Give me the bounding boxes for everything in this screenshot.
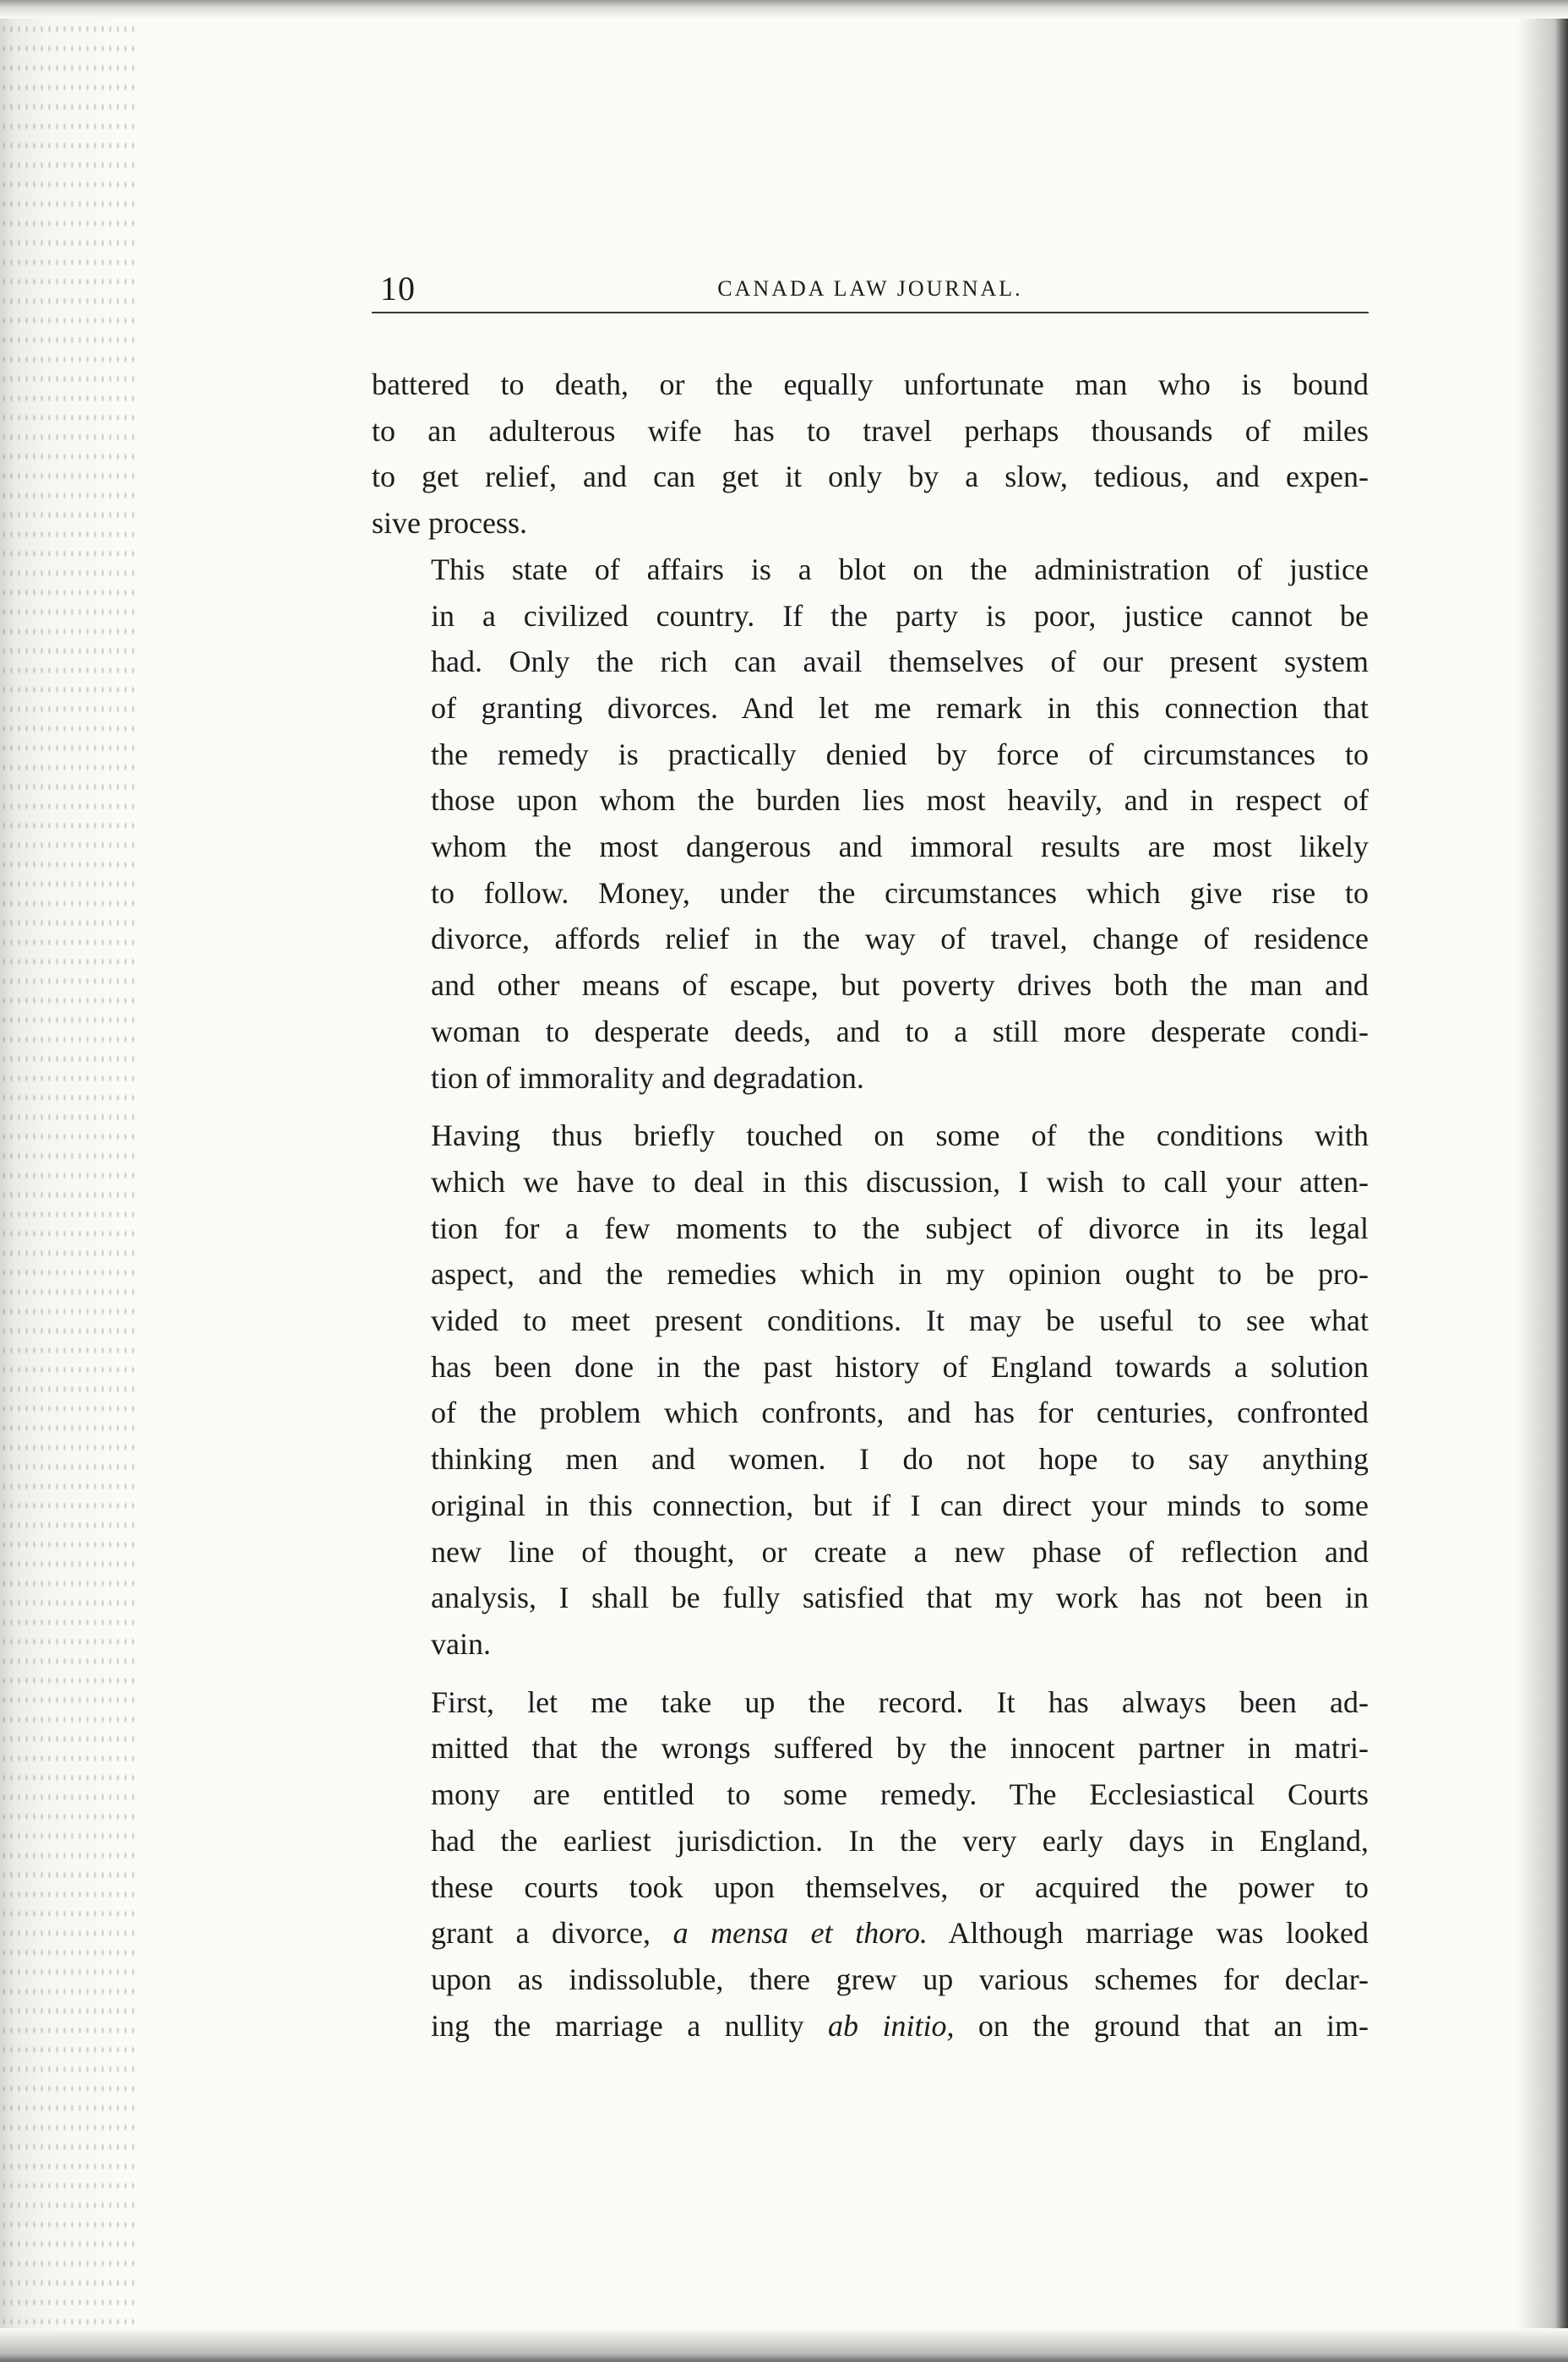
latin-phrase: a mensa et thoro. [672, 1916, 928, 1951]
text-line: Having thus briefly touched on some of the conditions with [431, 1118, 1369, 1153]
text-run: Although marriage was looked [927, 1916, 1369, 1951]
text-line: of granting divorces. And let me remark in this connection that [431, 690, 1369, 725]
text-line: whom the most dangerous and immoral results are most likely [431, 830, 1369, 864]
text-line [372, 1910, 1369, 1957]
text-line: these courts took upon themselves, or acquired the power to [431, 1869, 1369, 1904]
text-line: First, let me take up the record. It has always been ad- [431, 1684, 1369, 1719]
text-line [372, 2003, 1369, 2049]
page-top-edge [0, 0, 1568, 19]
text-run: on the ground that an im- [954, 2008, 1369, 2043]
text-line: new line of thought, or create a new phase of reflection and [431, 1534, 1369, 1569]
text-line: the remedy is practically denied by force of circumstances to [431, 737, 1369, 771]
text-line: This state of affairs is a blot on the administration of justice [431, 552, 1369, 586]
text-line: to an adulterous wife has to travel perhaps thousands of miles [372, 413, 1369, 448]
text-line: tion of immorality and degradation. [431, 1060, 864, 1095]
text-line: upon as indissoluble, there grew up various schemes for declar- [431, 1962, 1369, 1996]
text-run: ing the marriage a nullity [431, 2008, 829, 2043]
text-line: had the earliest jurisdiction. In the very early days in England, [431, 1823, 1369, 1858]
text-line: analysis, I shall be fully satisfied that my work has not been in [431, 1581, 1369, 1615]
paragraph-3 [372, 1113, 1369, 1667]
latin-phrase: ab initio, [828, 2008, 955, 2043]
text-line: woman to desperate deeds, and to a still more desperate condi- [431, 1014, 1369, 1048]
running-head [372, 264, 1369, 314]
text-line: thinking men and women. I do not hope to say anything [431, 1442, 1369, 1477]
text-line: sive process. [372, 506, 527, 541]
text-line: of the problem which confronts, and has for centuries, confronted [431, 1396, 1369, 1430]
text-run: grant a divorce, [431, 1916, 673, 1951]
text-line: tion for a few moments to the subject of divorce in its legal [431, 1211, 1369, 1245]
text-line: vided to meet present conditions. It may be useful to see what [431, 1303, 1369, 1338]
body-text [372, 362, 1369, 2049]
text-line: which we have to deal in this discussion, I wish to call your atten- [431, 1164, 1369, 1199]
scan-noise [0, 0, 135, 2362]
text-line: in a civilized country. If the party is poor, justice cannot be [431, 598, 1369, 633]
page-right-edge [1517, 0, 1568, 2362]
text-line: aspect, and the remedies which in my opinion ought to be pro- [431, 1257, 1369, 1292]
text-line: has been done in the past history of England towards a solution [431, 1349, 1369, 1384]
text-line: battered to death, or the equally unfortunate man who is bound [372, 367, 1369, 401]
text-line: those upon whom the burden lies most heavily, and in respect of [431, 783, 1369, 818]
page-bottom-edge [0, 2328, 1568, 2362]
text-line: and other means of escape, but poverty drives both the man and [431, 968, 1369, 1003]
page-number: 10 [380, 269, 416, 307]
text-line: vain. [431, 1626, 491, 1661]
text-line: divorce, affords relief in the way of travel, change of residence [431, 922, 1369, 956]
text-line: to get relief, and can get it only by a slow, tedious, and expen- [372, 460, 1369, 494]
text-line: mitted that the wrongs suffered by the innocent partner in matri- [431, 1731, 1369, 1766]
text-line: had. Only the rich can avail themselves of our present system [431, 645, 1369, 679]
text-line: original in this connection, but if I can direct your minds to some [431, 1488, 1369, 1522]
running-title: CANADA LAW JOURNAL. [717, 276, 1023, 301]
paragraph-1 [372, 362, 1369, 547]
paragraph-4 [372, 1679, 1369, 2049]
text-line: mony are entitled to some remedy. The Ecclesiastical Courts [431, 1777, 1369, 1812]
paragraph-2 [372, 547, 1369, 1101]
header-rule [372, 312, 1369, 313]
text-line: to follow. Money, under the circumstances which give rise to [431, 875, 1369, 910]
